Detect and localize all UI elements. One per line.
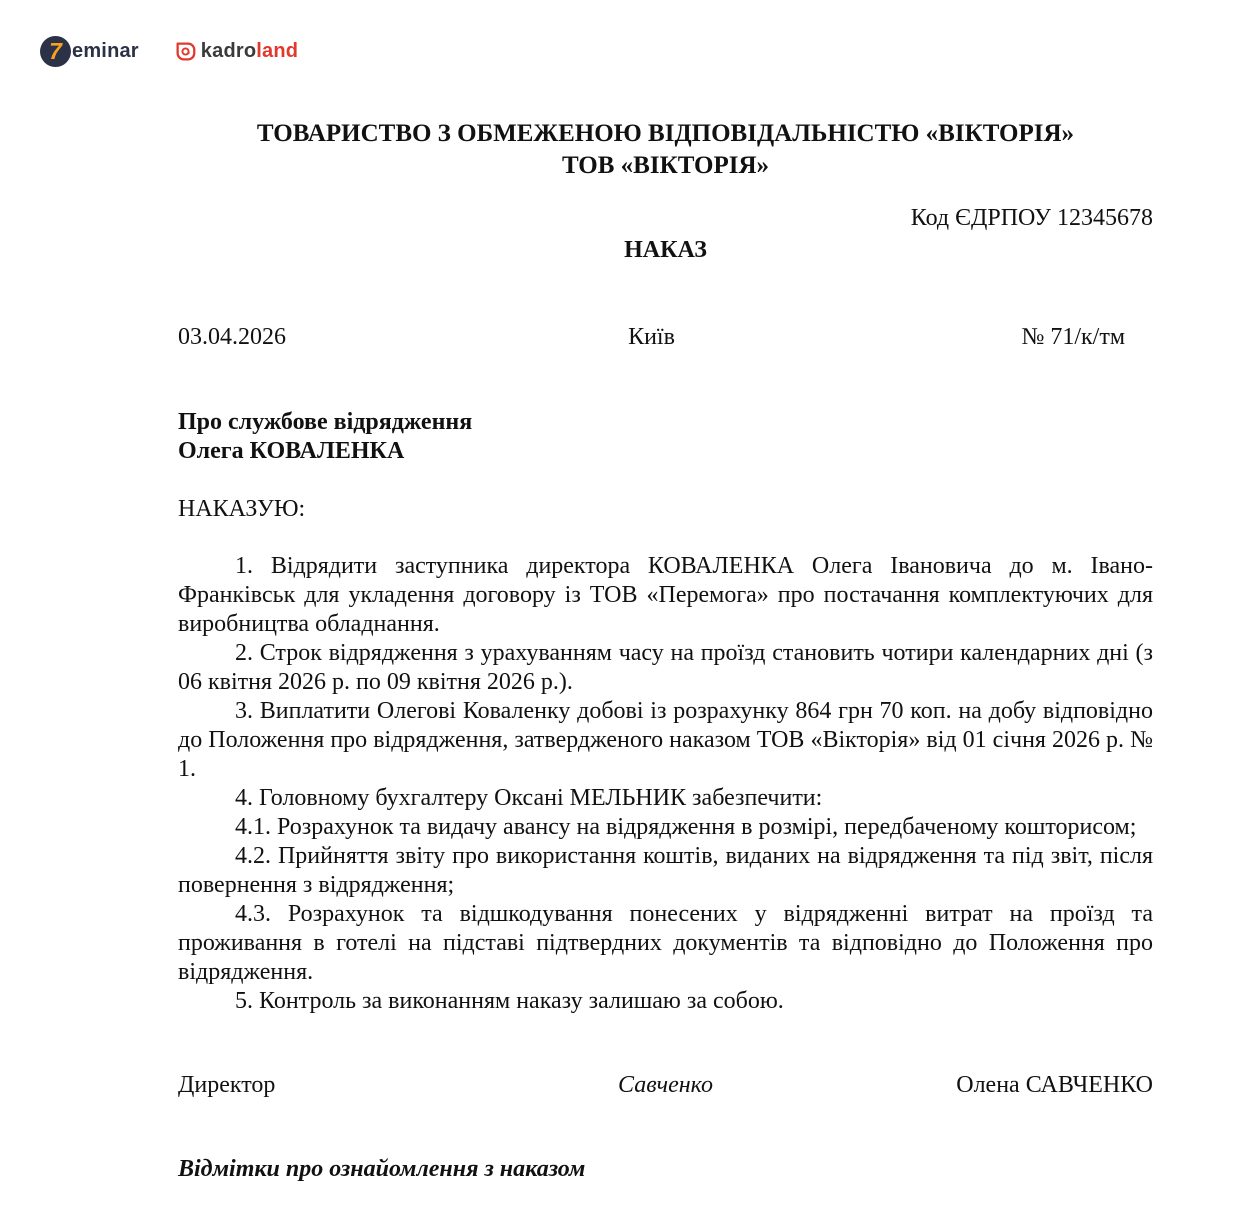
order-paragraph: 2. Строк відрядження з урахуванням часу на проїзд становить чотири календарних дні (з 06 квітня 2026 р. по 09 квітня 2026 р.). xyxy=(178,640,1153,695)
order-intro: НАКАЗУЮ: xyxy=(178,496,306,522)
order-paragraphs xyxy=(178,552,1153,1016)
document-title: НАКАЗ xyxy=(624,237,707,263)
subject-line-2: Олега КОВАЛЕНКА xyxy=(178,438,405,464)
logo-row xyxy=(40,36,298,67)
edrpou-code: Код ЄДРПОУ 12345678 xyxy=(910,205,1153,231)
document-meta-row xyxy=(178,323,1153,352)
order-paragraph: 5. Контроль за виконанням наказу залишаю за собою. xyxy=(235,988,784,1014)
seminar-logo-label: eminar xyxy=(72,40,139,62)
seminar-logo-icon: 7 xyxy=(40,36,71,67)
signature-full-name: Олена САВЧЕНКО xyxy=(956,1072,1153,1098)
kadroland-icon xyxy=(175,41,196,62)
order-paragraph: 1. Відрядити заступника директора КОВАЛЕНКА Олега Івановича до м. Івано-Франківськ для укладення договору із ТОВ «Перемога» про постачання комплектуючих для виробництва обладнання. xyxy=(178,553,1153,637)
company-name-short: ТОВ «ВІКТОРІЯ» xyxy=(561,152,770,179)
kadroland-logo-label xyxy=(201,37,298,66)
order-paragraph: 4.2. Прийняття звіту про використання коштів, виданих на відрядження та під звіт, після повернення з відрядження; xyxy=(178,843,1153,898)
kadroland-logo[interactable] xyxy=(175,37,298,66)
kadroland-label-red: land xyxy=(256,40,299,62)
order-paragraph: 4.3. Розрахунок та відшкодування понесених у відрядженні витрат на проїзд та проживання в готелі на підставі підтвердних документів та відповідно до Положення про відрядження. xyxy=(178,901,1153,985)
order-paragraph: 3. Виплатити Олегові Коваленку добові із розрахунку 864 грн 70 коп. на добу відповідно до Положення про відрядження, затвердженого наказом ТОВ «Вікторія» від 01 січня 2026 р. № 1. xyxy=(178,698,1153,782)
subject-line-1: Про службове відрядження xyxy=(178,409,473,435)
document-date: 03.04.2026 xyxy=(178,324,286,350)
signature-row xyxy=(178,1071,1153,1100)
signature-position: Директор xyxy=(178,1072,276,1098)
kadroland-label-dark: kadro xyxy=(200,40,257,62)
document-city: Київ xyxy=(628,324,675,350)
order-paragraph: 4. Головному бухгалтеру Оксані МЕЛЬНИК забезпечити: xyxy=(235,785,823,811)
document-number: № 71/к/тм xyxy=(1021,324,1126,350)
order-paragraph: 4.1. Розрахунок та видачу авансу на відрядження в розмірі, передбаченому кошторисом; xyxy=(235,814,1137,840)
company-name-full: ТОВАРИСТВО З ОБМЕЖЕНОЮ ВІДПОВІДАЛЬНІСТЮ «ВІКТОРІЯ» xyxy=(256,120,1075,147)
footer-note: Відмітки про ознайомлення з наказом xyxy=(178,1156,586,1182)
subject-block xyxy=(178,408,1153,466)
signature-handwritten: Савченко xyxy=(618,1072,713,1098)
seminar-logo[interactable] xyxy=(40,36,139,67)
